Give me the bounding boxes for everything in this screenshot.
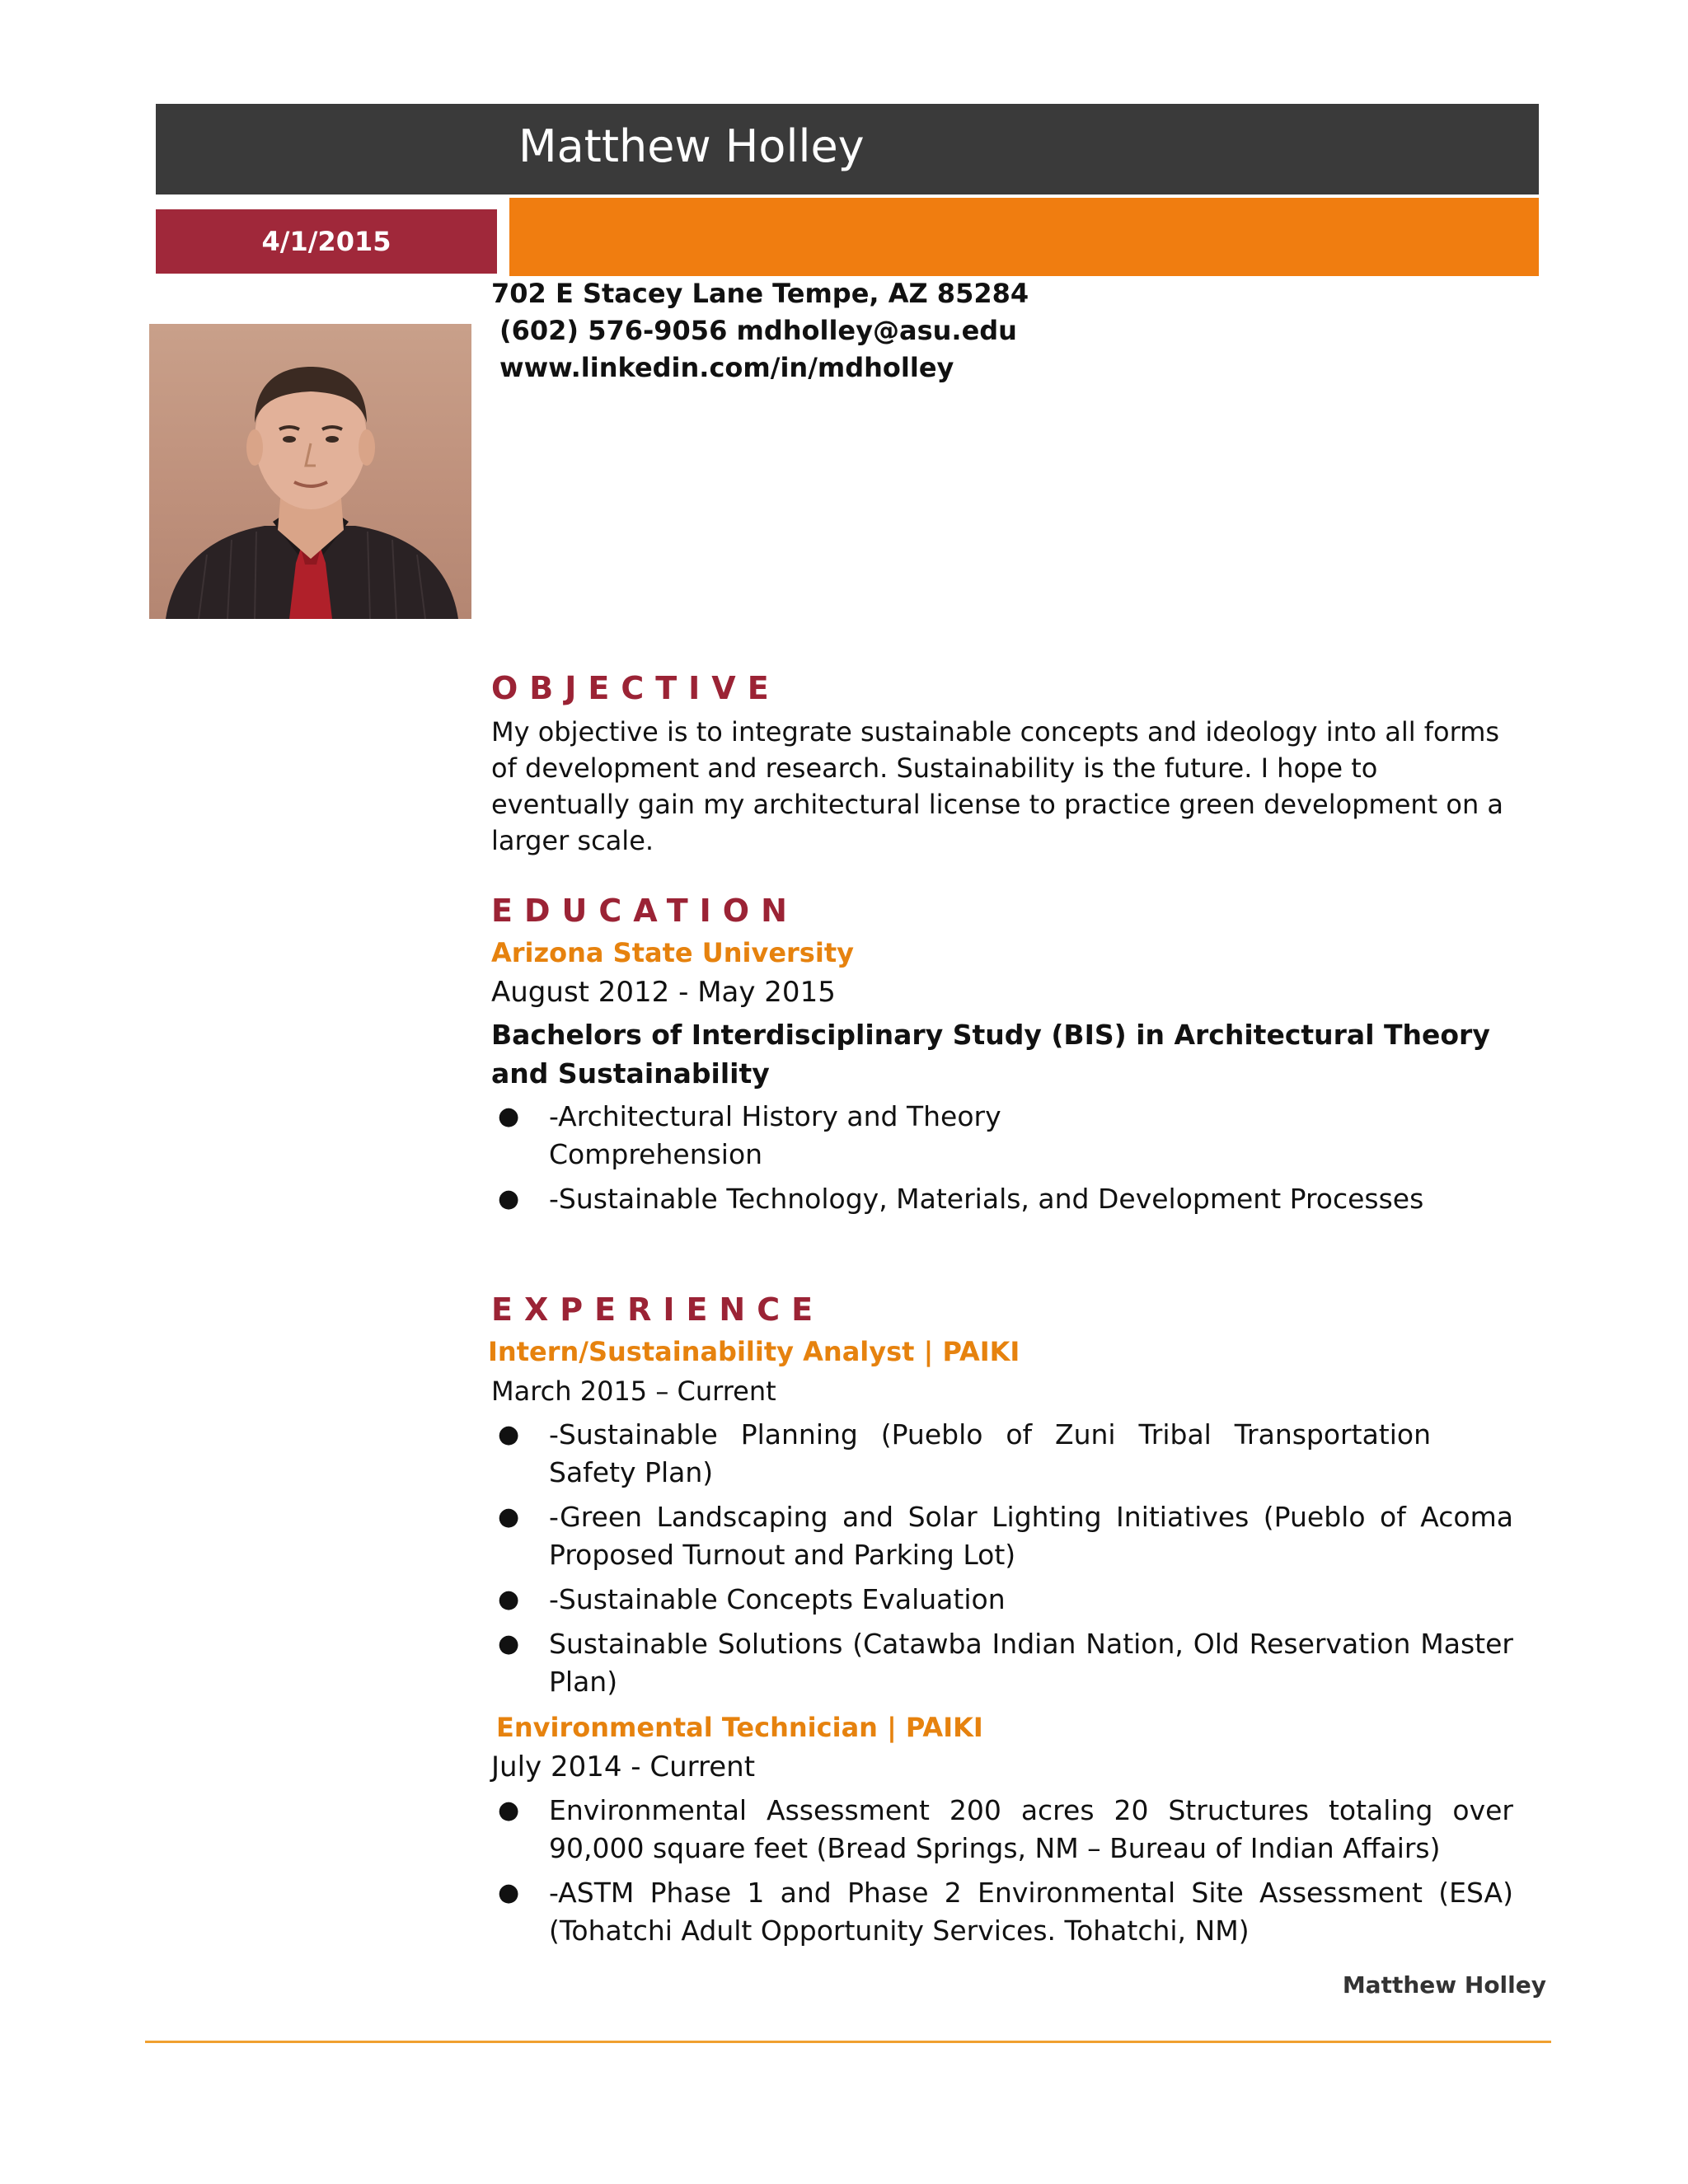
experience-section bbox=[488, 1287, 1513, 1950]
orange-accent-bar bbox=[509, 198, 1539, 276]
profile-photo bbox=[149, 324, 471, 619]
job-dates: July 2014 - Current bbox=[491, 1750, 756, 1783]
job-role: Environmental Technician | PAIKI bbox=[496, 1712, 983, 1743]
list-item: ● -Sustainable Planning (Pueblo of Zuni Tribal Transportation Safety Plan) bbox=[498, 1418, 1431, 1488]
job-dates: March 2015 – Current bbox=[491, 1376, 776, 1407]
school-name: Arizona State University bbox=[491, 937, 854, 968]
job-entry bbox=[488, 1332, 1513, 1701]
phone-email: (602) 576-9056 mdholley@asu.edu bbox=[499, 315, 1017, 346]
objective-section bbox=[491, 666, 1513, 859]
contact-block bbox=[491, 275, 1029, 387]
list-item: ● -Green Landscaping and Solar Lighting Initiatives (Pueblo of Acoma Proposed Turnout and Parking Lot) bbox=[498, 1501, 1513, 1571]
experience-title: EXPERIENCE bbox=[491, 1291, 825, 1328]
date-badge: 4/1/2015 bbox=[156, 209, 497, 274]
footer-divider bbox=[145, 2041, 1551, 2043]
education-title: EDUCATION bbox=[491, 893, 799, 929]
objective-title: OBJECTIVE bbox=[491, 670, 781, 706]
education-bullets-continued bbox=[491, 1180, 1513, 1218]
candidate-name: Matthew Holley bbox=[518, 120, 865, 172]
header-bar bbox=[156, 104, 1539, 194]
list-item: ● -Architectural History and Theory Comprehension bbox=[498, 1100, 1001, 1170]
list-item: ● -ASTM Phase 1 and Phase 2 Environmental Site Assessment (ESA) (Tohatchi Adult Opportunity Services. Tohatchi, NM) bbox=[498, 1877, 1513, 1947]
linkedin-url: www.linkedin.com/in/mdholley bbox=[499, 352, 954, 383]
job-bullets bbox=[491, 1416, 1513, 1701]
job-entry bbox=[491, 1708, 1513, 1950]
list-item: ● -Sustainable Technology, Materials, and Development Processes bbox=[498, 1183, 1424, 1215]
footer-name: Matthew Holley bbox=[1342, 1971, 1546, 1999]
education-bullets bbox=[491, 1098, 1002, 1174]
education-section bbox=[491, 888, 1513, 1218]
list-item: ● Sustainable Solutions (Catawba Indian Nation, Old Reservation Master Plan) bbox=[498, 1628, 1513, 1698]
list-item: ● -Sustainable Concepts Evaluation bbox=[498, 1583, 1006, 1615]
job-bullets bbox=[491, 1792, 1513, 1950]
objective-text: My objective is to integrate sustainable concepts and ideology into all forms of development and research. Sustainability is the future. I hope to eventually gain my architectural license to practice green development on a larger scale. bbox=[491, 716, 1504, 856]
resume-content bbox=[488, 666, 1513, 1957]
education-dates: August 2012 - May 2015 bbox=[491, 976, 836, 1009]
degree-title: Bachelors of Interdisciplinary Study (BIS) in Architectural Theory and Sustainability bbox=[491, 1019, 1490, 1090]
job-role: Intern/Sustainability Analyst | PAIKI bbox=[488, 1336, 1020, 1367]
list-item: ● Environmental Assessment 200 acres 20 Structures totaling over 90,000 square feet (Bread Springs, NM – Bureau of Indian Affairs) bbox=[498, 1794, 1513, 1864]
address: 702 E Stacey Lane Tempe, AZ 85284 bbox=[491, 278, 1029, 309]
